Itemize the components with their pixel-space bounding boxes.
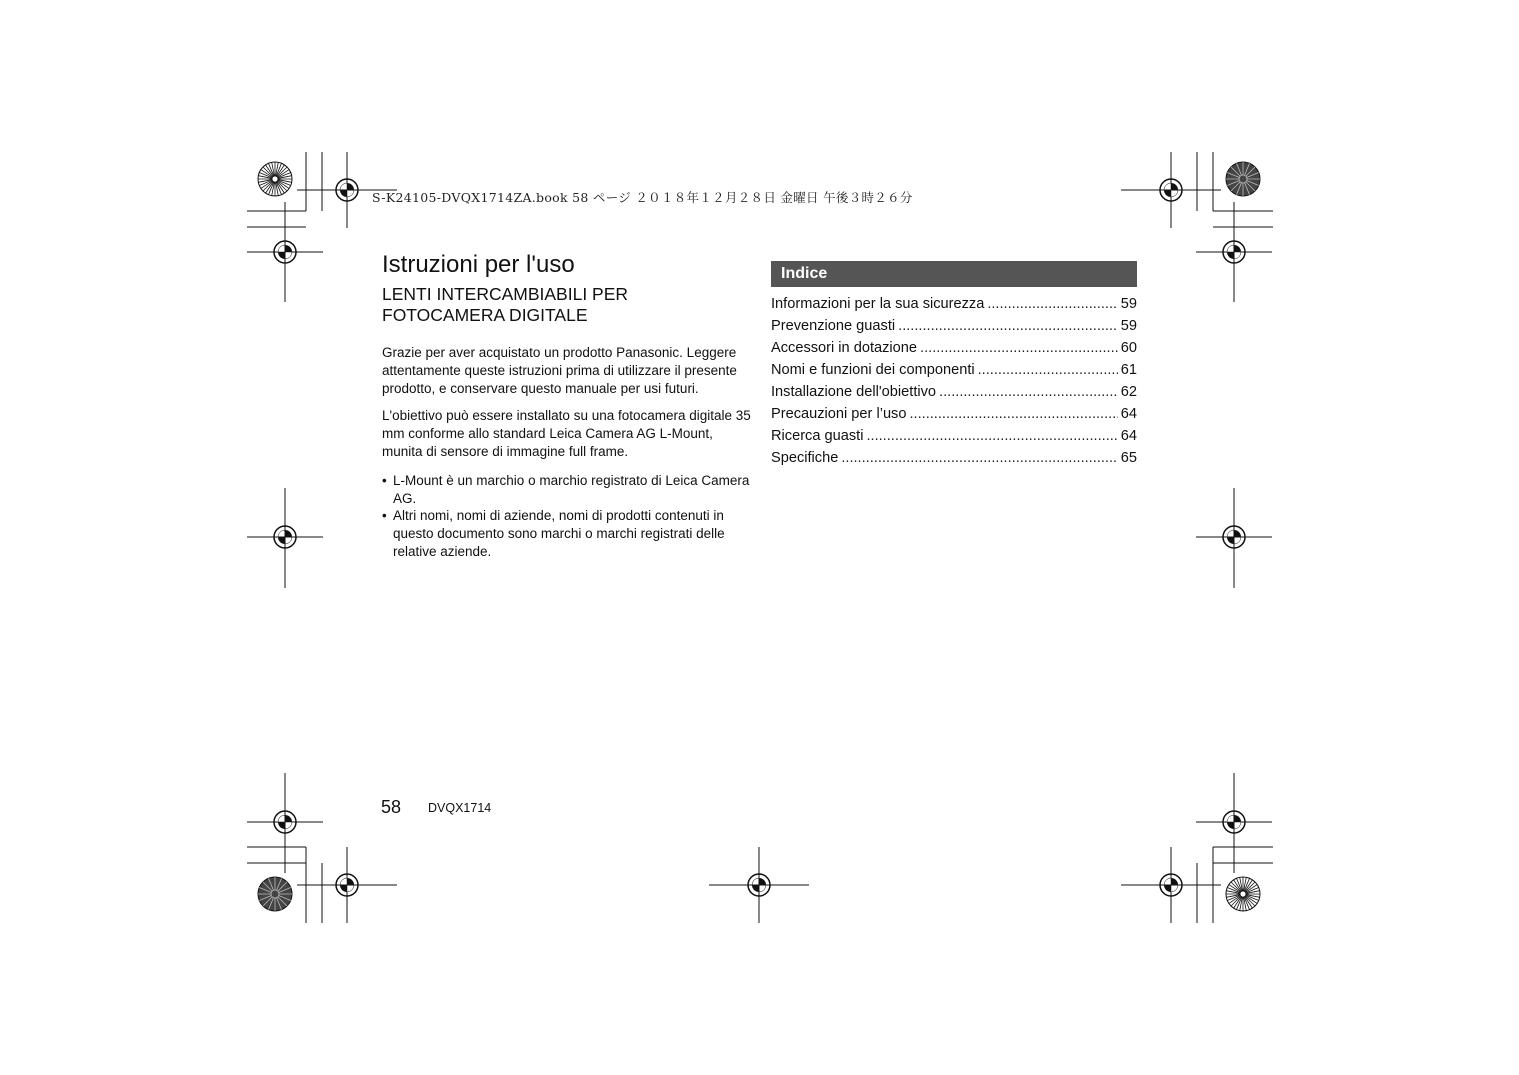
bullet-item: • L-Mount è un marchio o marchio registrato di Leica Camera AG. xyxy=(382,472,752,508)
toc-page: 65 xyxy=(1120,450,1137,466)
toc-page: 62 xyxy=(1120,384,1137,400)
toc-leader xyxy=(898,315,1118,337)
toc-entry[interactable] xyxy=(771,337,1137,359)
toc-leader xyxy=(978,359,1118,381)
toc-page: 60 xyxy=(1120,340,1137,356)
toc-entry[interactable] xyxy=(771,315,1137,337)
toc-leader xyxy=(909,403,1117,425)
toc-leader xyxy=(987,293,1117,315)
index-section xyxy=(771,261,1137,469)
page-title: Istruzioni per l'uso xyxy=(382,251,575,278)
toc-label: Informazioni per la sua sicurezza xyxy=(771,296,985,312)
toc-label: Specifiche xyxy=(771,450,839,466)
toc-entry[interactable] xyxy=(771,293,1137,315)
toc-label: Nomi e funzioni dei componenti xyxy=(771,362,975,378)
toc-leader xyxy=(841,447,1117,469)
page-number: 58 xyxy=(381,797,402,817)
toc-label: Installazione dell'obiettivo xyxy=(771,384,937,400)
intro-paragraph: Grazie per aver acquistato un prodotto Panasonic. Leggere attentamente queste istruzioni prima di utilizzare il presente prodotto, e conservare questo manuale per usi futuri. xyxy=(382,345,737,396)
document-code: DVQX1714 xyxy=(428,801,492,815)
intro-column xyxy=(382,250,752,561)
toc-label: Prevenzione guasti xyxy=(771,318,896,334)
table-of-contents xyxy=(771,293,1137,469)
toc-page: 64 xyxy=(1120,406,1137,422)
toc-label: Accessori in dotazione xyxy=(771,340,918,356)
toc-page: 59 xyxy=(1120,296,1137,312)
toc-leader xyxy=(939,381,1118,403)
toc-page: 59 xyxy=(1120,318,1137,334)
toc-entry[interactable] xyxy=(771,403,1137,425)
toc-entry[interactable] xyxy=(771,381,1137,403)
subtitle-line-1: LENTI INTERCAMBIABILI PER xyxy=(382,284,629,304)
toc-entry[interactable] xyxy=(771,447,1137,469)
toc-page: 61 xyxy=(1120,362,1137,378)
compatibility-paragraph: L'obiettivo può essere installato su una fotocamera digitale 35 mm conforme allo standard Leica Camera AG L-Mount, munita di sensore di immagine full frame. xyxy=(382,408,751,459)
toc-entry[interactable] xyxy=(771,425,1137,447)
toc-page: 64 xyxy=(1120,428,1137,444)
product-subtitle xyxy=(382,284,752,326)
trademark-notes xyxy=(382,472,752,561)
bullet-item: • Altri nomi, nomi di aziende, nomi di prodotti contenuti in questo documento sono marchi o marchi registrati delle relative aziende. xyxy=(382,507,752,560)
subtitle-line-2: FOTOCAMERA DIGITALE xyxy=(382,305,588,325)
toc-label: Precauzioni per l’uso xyxy=(771,406,907,422)
toc-leader xyxy=(866,425,1117,447)
toc-leader xyxy=(920,337,1118,359)
toc-label: Ricerca guasti xyxy=(771,428,864,444)
print-info-header: S-K24105-DVQX1714ZA.book 58 ページ ２０１８年１２月２８日 金曜日 午後３時２６分 xyxy=(372,190,913,205)
toc-entry[interactable] xyxy=(771,359,1137,381)
index-heading: Indice xyxy=(771,261,1137,287)
